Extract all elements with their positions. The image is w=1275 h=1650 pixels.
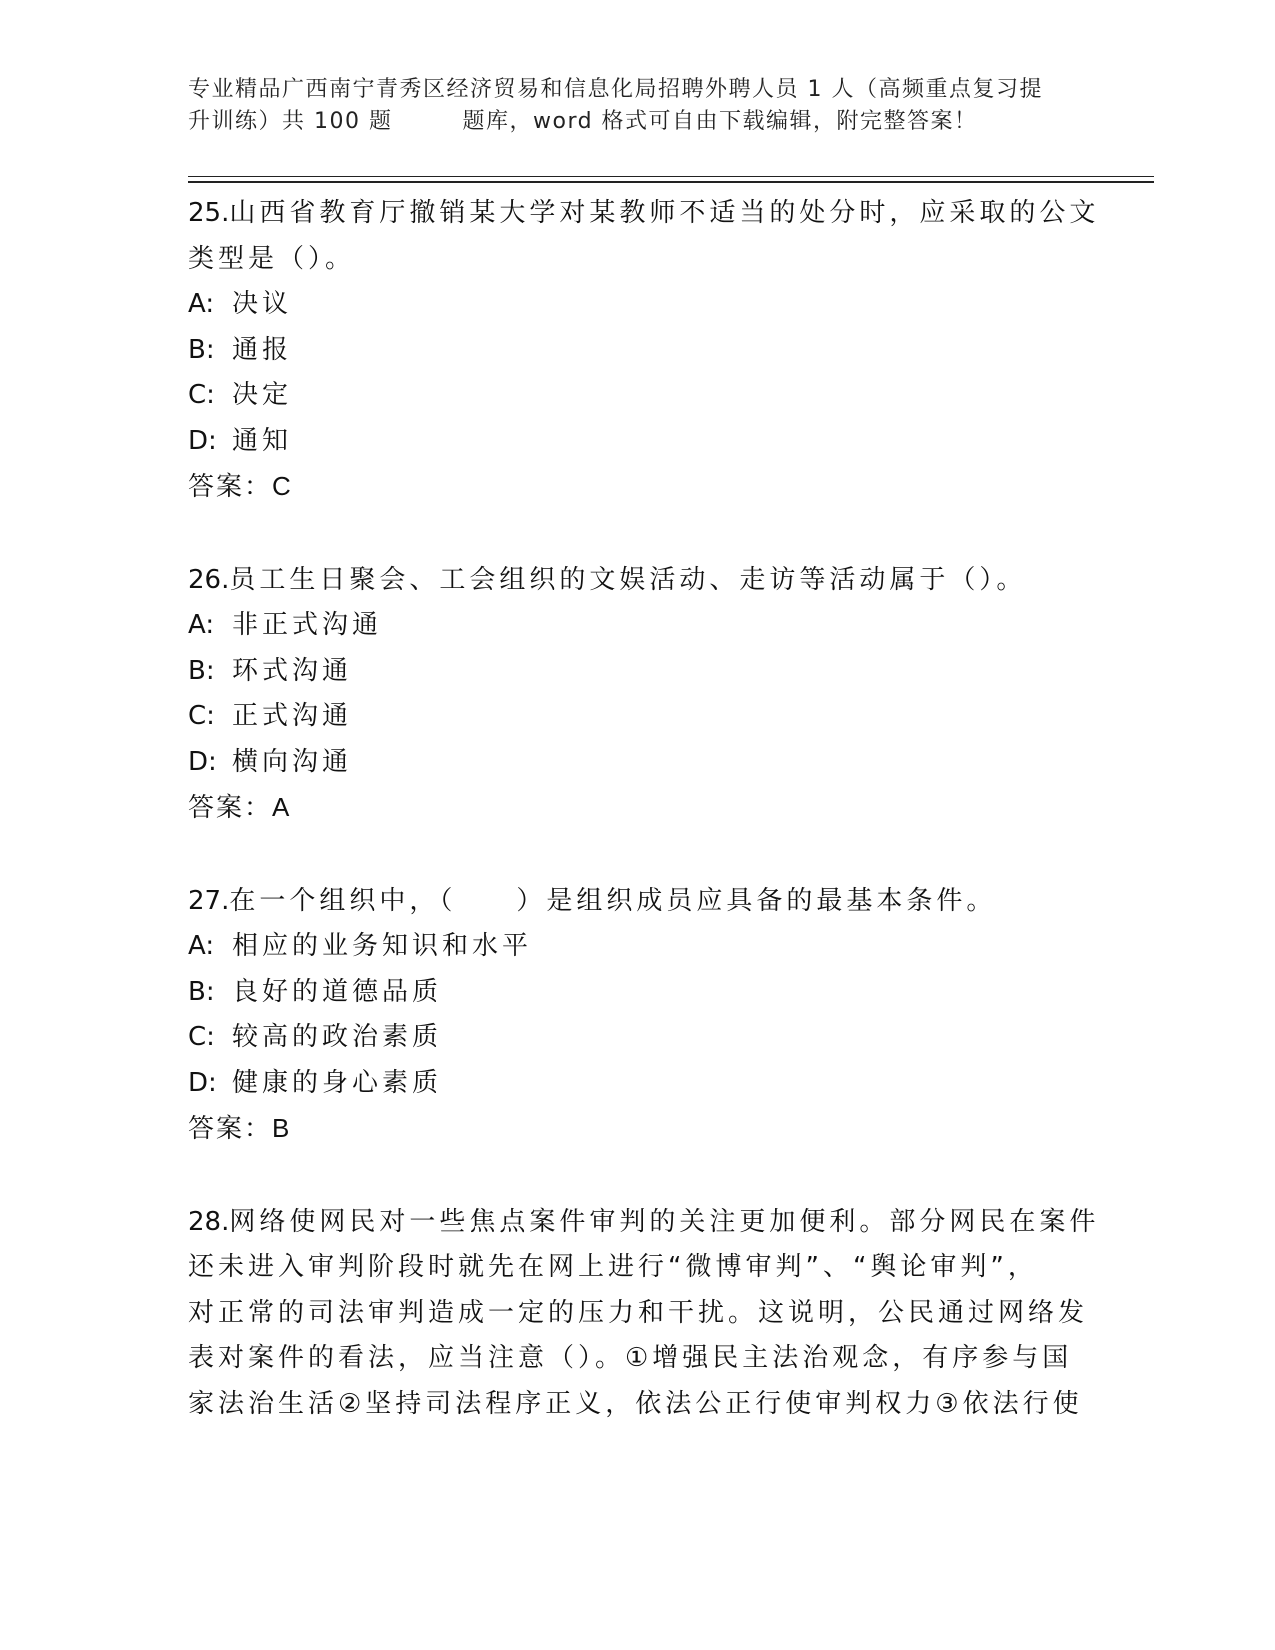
header-divider-thick xyxy=(188,181,1154,183)
option-a xyxy=(188,282,1088,328)
question-stem-line: 对正常的司法审判造成一定的压力和干扰。这说明，公民通过网络发 xyxy=(188,1297,1089,1328)
option-d xyxy=(188,419,1088,465)
question-stem-line: 表对案件的看法，应当注意（）。①增强民主法治观念，有序参与国 xyxy=(188,1343,1073,1373)
header-line-2-left: 升训练）共 100 题 xyxy=(188,109,393,134)
header-line-2-right: 题库，word 格式可自由下载编辑，附完整答案！ xyxy=(462,109,978,134)
answer-value: C xyxy=(272,471,291,501)
question-list xyxy=(188,191,1100,1427)
option-b xyxy=(188,970,1088,1016)
answer-label: 答案： xyxy=(188,1113,273,1143)
question-25 xyxy=(188,191,1100,510)
answer-label: 答案： xyxy=(188,792,273,822)
option-b xyxy=(188,649,1088,695)
option-text: 良好的道德品质 xyxy=(232,976,443,1007)
option-b xyxy=(188,328,1088,374)
answer-line xyxy=(188,464,1088,510)
question-number: 26. xyxy=(188,564,230,595)
option-key: B: xyxy=(188,976,215,1007)
option-key: D: xyxy=(188,425,217,456)
header-divider-thin xyxy=(188,176,1154,177)
question-stem-line xyxy=(188,1200,1100,1246)
question-26 xyxy=(188,558,1088,831)
option-key: D: xyxy=(188,746,217,777)
header-line-1: 专业精品广西南宁青秀区经济贸易和信息化局招聘外聘人员 1 人（高频重点复习提 xyxy=(188,77,1043,102)
question-28 xyxy=(188,1200,1100,1428)
answer-value: A xyxy=(272,792,290,822)
option-a xyxy=(188,603,1088,649)
option-text: 环式沟通 xyxy=(232,655,353,686)
question-27 xyxy=(188,879,1088,1152)
option-text: 相应的业务知识和水平 xyxy=(232,931,533,961)
option-key: B: xyxy=(188,334,215,365)
answer-line xyxy=(188,1106,1088,1152)
question-stem-text: 山西省教育厅撤销某大学对某教师不适当的处分时，应采取的公文 xyxy=(229,198,1100,228)
question-stem-text: 员工生日聚会、工会组织的文娱活动、走访等活动属于（）。 xyxy=(229,564,1027,595)
option-text: 决定 xyxy=(232,380,293,410)
question-stem-line xyxy=(188,879,1088,925)
option-c xyxy=(188,373,1088,419)
question-number: 28. xyxy=(188,1206,230,1237)
question-number: 25. xyxy=(188,198,230,228)
option-key: C: xyxy=(188,1022,215,1052)
option-key: C: xyxy=(188,380,215,410)
option-text: 横向沟通 xyxy=(232,746,353,777)
question-stem-line xyxy=(188,191,1100,237)
question-stem-text: 在一个组织中，（ ）是组织成员应具备的最基本条件。 xyxy=(229,885,997,916)
option-key: A: xyxy=(188,931,215,961)
question-number: 27. xyxy=(188,885,230,916)
option-key: A: xyxy=(188,610,215,640)
answer-line xyxy=(188,785,1088,831)
option-text: 非正式沟通 xyxy=(232,610,383,640)
option-text: 通知 xyxy=(232,425,293,456)
option-c xyxy=(188,694,1088,740)
question-stem-line: 还未进入审判阶段时就先在网上进行“微博审判”、“舆论审判”， xyxy=(188,1252,1038,1282)
answer-value: B xyxy=(272,1113,290,1143)
option-text: 健康的身心素质 xyxy=(232,1067,443,1098)
option-text: 通报 xyxy=(232,334,293,365)
option-key: C: xyxy=(188,701,215,731)
question-stem-line: 家法治生活②坚持司法程序正义，依法公正行使审判权力③依法行使 xyxy=(188,1388,1083,1419)
option-a xyxy=(188,924,1088,970)
document-header xyxy=(188,74,1088,138)
option-text: 决议 xyxy=(232,289,293,319)
question-stem-line: 类型是（）。 xyxy=(188,243,356,274)
option-d xyxy=(188,740,1088,786)
option-c xyxy=(188,1015,1088,1061)
option-key: B: xyxy=(188,655,215,686)
option-key: A: xyxy=(188,289,215,319)
option-d xyxy=(188,1061,1088,1107)
question-stem-text: 网络使网民对一些焦点案件审判的关注更加便利。部分网民在案件 xyxy=(229,1206,1100,1237)
answer-label: 答案： xyxy=(188,471,273,501)
question-stem-line xyxy=(188,558,1088,604)
option-key: D: xyxy=(188,1067,217,1098)
option-text: 较高的政治素质 xyxy=(232,1022,443,1052)
header-line-2 xyxy=(188,106,1088,138)
option-text: 正式沟通 xyxy=(232,701,353,731)
